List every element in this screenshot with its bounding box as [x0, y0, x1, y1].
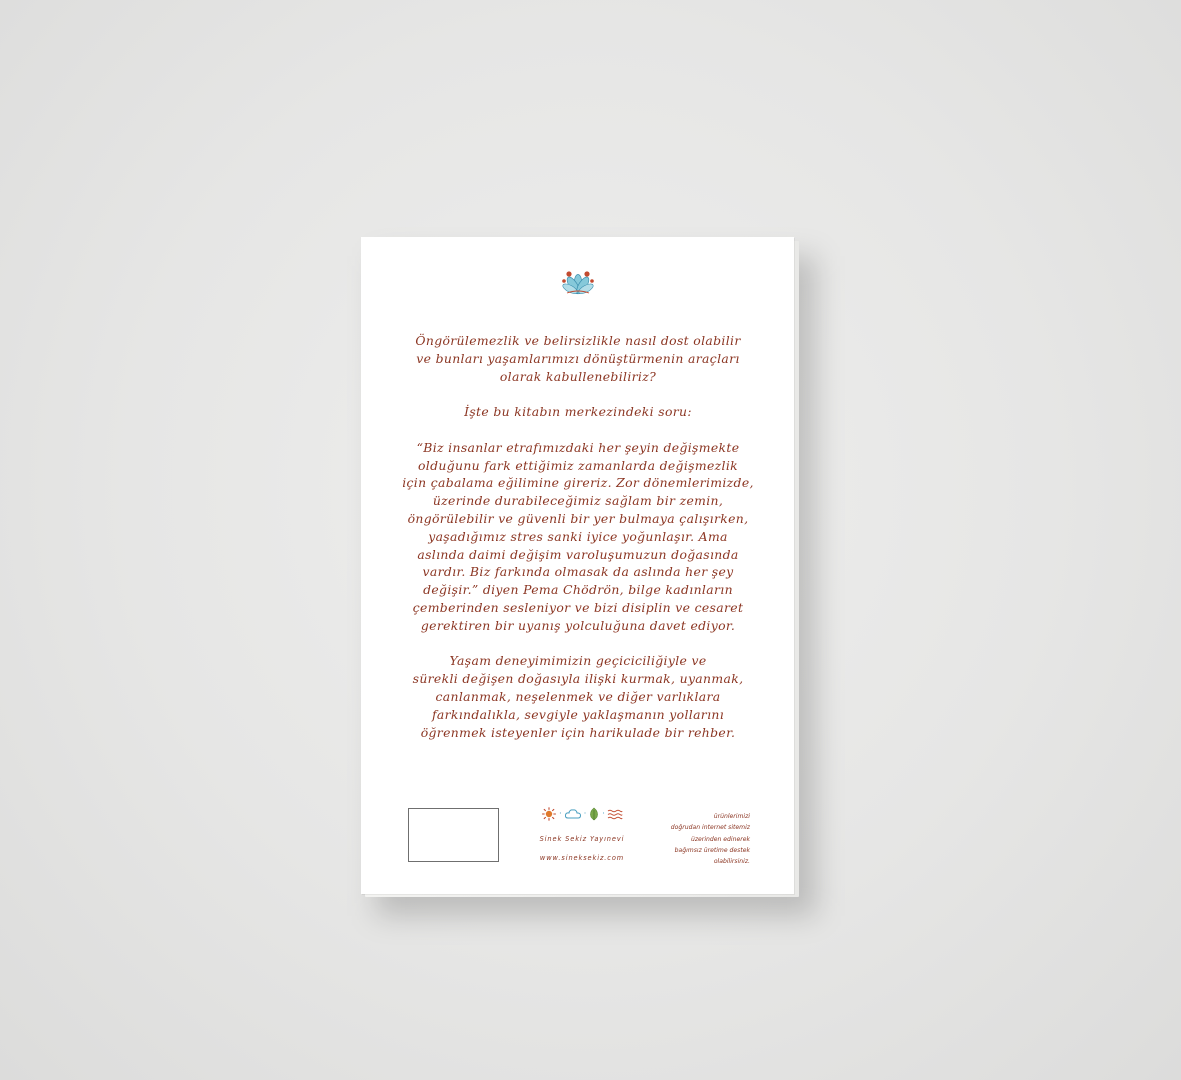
- blurb-intro: İşte bu kitabın merkezindeki soru:: [464, 404, 692, 420]
- publisher-name: Sinek Sekiz Yayınevi: [539, 835, 625, 843]
- waves-icon: [607, 808, 623, 820]
- publisher-logo: [532, 804, 632, 824]
- publisher-url: www.sineksekiz.com: [539, 854, 625, 862]
- blurb-closing: Yaşam deneyimimizin geçiciciliğiyle ve sürekli değişen doğasıyla ilişki kurmak, uyanmak, canlanmak, neşelenmek ve diğer varlıklara farkındalıkla, sevgiyle yaklaşmanın yollarını öğrenmek isteyenler için harikulade bir rehber.: [412, 653, 744, 740]
- barcode-placeholder: [408, 808, 499, 862]
- back-cover-blurb: [385, 332, 771, 741]
- separator-dot-icon: ·: [602, 809, 605, 818]
- cloud-icon: [564, 808, 582, 820]
- lotus-ornament-icon: [560, 267, 596, 295]
- book-back-cover: [361, 237, 794, 894]
- blurb-question: Öngörülemezlik ve belirsizlikle nasıl dost olabilir ve bunları yaşamlarımızı dönüştürmenin araçları olarak kabullenebiliriz?: [415, 333, 741, 384]
- sun-icon: [541, 807, 557, 821]
- publisher-block: [532, 804, 632, 862]
- support-note: ürünlerimizi doğrudan internet sitemiz üzerinden edinerek bağımsız üretime destek olabilirsiniz.: [670, 813, 750, 866]
- separator-dot-icon: ·: [583, 809, 587, 818]
- blurb-quote: “Biz insanlar etrafımızdaki her şeyin değişmekte olduğunu fark ettiğimiz zamanlarda değişmezlik için çabalama eğilimine gireriz. Zor dönemlerimizde, üzerinde durabileceğimiz sağlam bir zemin, öngörülebilir ve güvenli bir yer bulmaya çalışırken, yaşadığımız stres sanki iyice yoğunlaşır. Ama aslında daimi değişim varoluşumuzun doğasında vardır. Biz farkında olmasak da aslında her şey değişir.” diyen Pema Chödrön, bilge kadınların çemberinden sesleniyor ve bizi disiplin ve cesaret gerektiren bir uyanış yolculuğuna davet ediyor.: [402, 439, 754, 633]
- leaf-icon: [588, 807, 600, 821]
- separator-dot-icon: ·: [559, 809, 562, 818]
